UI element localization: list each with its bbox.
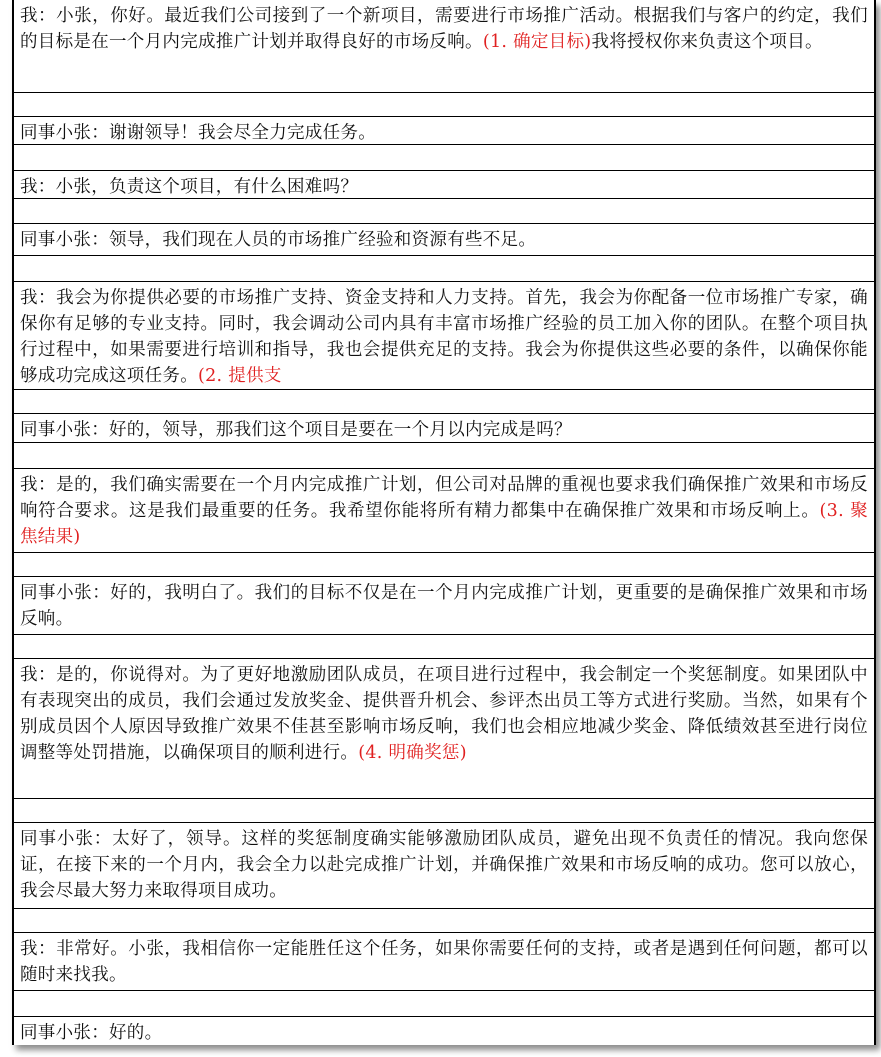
dialogue-row-2 — [14, 116, 874, 144]
dialogue-text: 同事小张：领导，我们现在人员的市场推广经验和资源有些不足。 — [20, 230, 537, 250]
dialogue-row-4 — [14, 223, 874, 255]
dialogue-text: 同事小张：好的，我明白了。我们的目标不仅是在一个月内完成推广计划，更重要的是确保推广效果和市场反响。 — [20, 583, 868, 629]
blank-row — [14, 255, 874, 281]
annotation-note: (2. 提供支 — [198, 366, 282, 386]
dialogue-row-1 — [14, 0, 874, 92]
document-page — [12, 0, 876, 1045]
blank-row — [14, 908, 874, 932]
dialogue-text: 我：我会为你提供必要的市场推广支持、资金支持和人力支持。首先，我会为你配备一位市场推广专家，确保你有足够的专业支持。同时，我会调动公司内具有丰富市场推广经验的员工加入你的团队。在整个项目执行过程中，如果需要进行培训和指导，我也会提供充足的支持。我会为你提供这些必要的条件，以确保你能够成功完成这项任务。 — [20, 288, 868, 386]
dialogue-text: 我：小张，你好。最近我们公司接到了一个新项目，需要进行市场推广活动。根据我们与客户的约定，我们的目标是在一个月内完成推广计划并取得良好的市场反响。 — [20, 6, 868, 52]
dialogue-row-8 — [14, 576, 874, 634]
blank-row — [14, 634, 874, 658]
blank-row — [14, 144, 874, 170]
dialogue-text: 我：是的，我们确实需要在一个月内完成推广计划，但公司对品牌的重视也要求我们确保推广效果和市场反响符合要求。这是我们最重要的任务。我希望你能将所有精力都集中在确保推广效果和市场反响上。 — [20, 475, 868, 521]
blank-row — [14, 442, 874, 468]
dialogue-text: 我：非常好。小张，我相信你一定能胜任这个任务，如果你需要任何的支持，或者是遇到任何问题，都可以随时来找我。 — [20, 939, 868, 985]
annotation-note: (1. 确定目标) — [482, 32, 592, 52]
dialogue-text: 我：是的，你说得对。为了更好地激励团队成员，在项目进行过程中，我会制定一个奖惩制度。如果团队中有表现突出的成员，我们会通过发放奖金、提供晋升机会、参评杰出员工等方式进行奖励。当然，如果有个别成员因个人原因导致推广效果不佳甚至影响市场反响，我们也会相应地减少奖金、降低绩效甚至进行岗位调整等处罚措施，以确保项目的顺利进行。 — [20, 665, 868, 763]
blank-row — [14, 990, 874, 1016]
dialogue-text-continued: 我将授权你来负责这个项目。 — [591, 32, 823, 52]
blank-row — [14, 198, 874, 223]
blank-row — [14, 798, 874, 822]
dialogue-row-11 — [14, 932, 874, 990]
dialogue-row-7 — [14, 468, 874, 552]
dialogue-row-5 — [14, 281, 874, 389]
blank-row — [14, 552, 874, 576]
dialogue-text: 我：小张，负责这个项目，有什么困难吗？ — [20, 177, 359, 197]
dialogue-text: 同事小张：好的，领导，那我们这个项目是要在一个月以内完成是吗？ — [20, 420, 572, 440]
dialogue-row-9 — [14, 658, 874, 798]
annotation-note: (4. 明确奖惩) — [358, 743, 467, 763]
dialogue-row-12 — [14, 1016, 874, 1045]
dialogue-row-3 — [14, 170, 874, 198]
dialogue-row-10 — [14, 822, 874, 908]
dialogue-text: 同事小张：谢谢领导！我会尽全力完成任务。 — [20, 123, 376, 143]
annotation-note: (3. 聚焦结果) — [20, 501, 868, 547]
blank-row — [14, 92, 874, 116]
blank-row — [14, 389, 874, 413]
dialogue-text: 同事小张：好的。 — [20, 1023, 163, 1043]
dialogue-text: 同事小张：太好了，领导。这样的奖惩制度确实能够激励团队成员，避免出现不负责任的情况。我向您保证，在接下来的一个月内，我会全力以赴完成推广计划，并确保推广效果和市场反响的成功。您可以放心，我会尽最大努力来取得项目成功。 — [20, 829, 868, 901]
dialogue-row-6 — [14, 413, 874, 442]
